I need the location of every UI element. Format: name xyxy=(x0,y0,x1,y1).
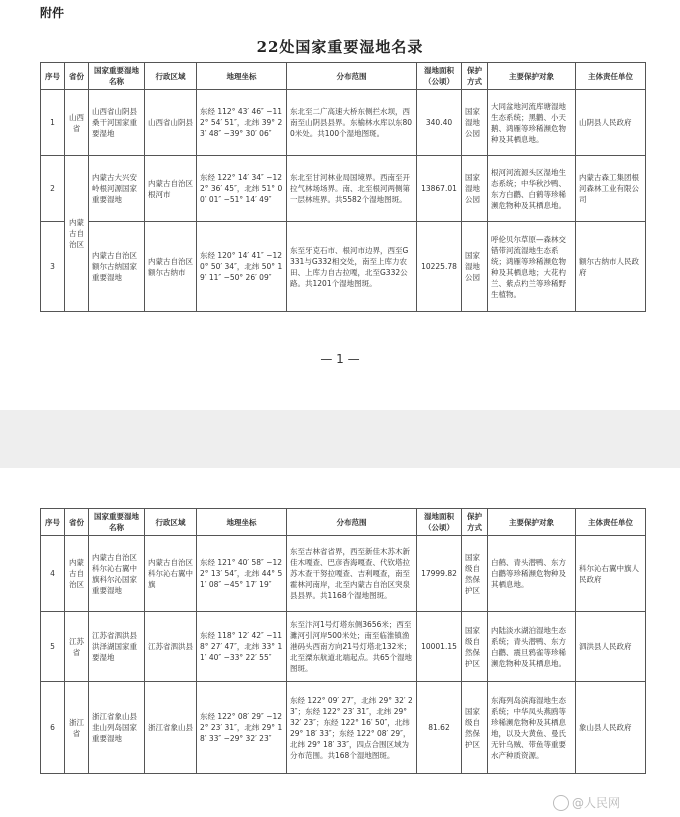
cell-region: 江苏省泗洪县 xyxy=(145,612,197,682)
document-title: 22处国家重要湿地名录 xyxy=(256,38,424,56)
wetland-table-page-2 xyxy=(40,508,646,774)
table-row xyxy=(41,536,646,612)
cell-responsible: 象山县人民政府 xyxy=(576,682,646,774)
cell-targets: 东海列岛滨海湿地生态系统；中华凤头燕鸥等珍稀濒危物种及其栖息地，以及大黄鱼、曼氏无针乌贼、带鱼等重要水产种质资源。 xyxy=(488,682,576,774)
page-number: — 1 — xyxy=(320,352,360,366)
attachment-label: 附件 xyxy=(40,6,65,20)
cell-responsible: 额尔古纳市人民政府 xyxy=(576,222,646,312)
cell-no: 6 xyxy=(41,682,65,774)
header-responsible: 主体责任单位 xyxy=(576,63,646,90)
cell-no: 3 xyxy=(41,222,65,312)
cell-name: 山西省山阴县桑干河国家重要湿地 xyxy=(89,90,145,156)
cell-no: 1 xyxy=(41,90,65,156)
cell-name: 内蒙古大兴安岭根河源国家重要湿地 xyxy=(89,156,145,222)
cell-area: 81.62 xyxy=(417,682,462,774)
cell-protection: 国家级自然保护区 xyxy=(462,682,488,774)
cell-responsible: 科尔沁右翼中旗人民政府 xyxy=(576,536,646,612)
cell-area: 17999.82 xyxy=(417,536,462,612)
cell-protection: 国家级自然保护区 xyxy=(462,612,488,682)
cell-range: 东北至二广高速大桥东侧拦水坝，西南至山阴县县界。东榆林水库以东800米处。共100个湿地图斑。 xyxy=(287,90,417,156)
cell-area: 340.40 xyxy=(417,90,462,156)
cell-province: 江苏省 xyxy=(65,612,89,682)
cell-coords: 东经 112° 43′ 46″ −112° 54′ 51″，北纬 39° 23′ 48″ −39° 30′ 06″ xyxy=(197,90,287,156)
cell-range: 东至汴河1号灯塔东侧3656米；西至濉河引河岸500米处；南至临淮镇渔港码头西南方向21号灯塔北132米；北至溧东航道北端起点。共65个湿地图斑。 xyxy=(287,612,417,682)
header-range: 分布范围 xyxy=(287,63,417,90)
header-region: 行政区域 xyxy=(145,63,197,90)
header-province: 省份 xyxy=(65,63,89,90)
wetland-table-page-1 xyxy=(40,62,646,312)
source-watermark xyxy=(553,794,620,812)
table-header-row xyxy=(41,509,646,536)
table-row xyxy=(41,90,646,156)
cell-targets: 大同盆地河流库塘湿地生态系统；黑鹳、小天鹅、鸿雁等珍稀濒危物种及其栖息地。 xyxy=(488,90,576,156)
header-responsible: 主体责任单位 xyxy=(576,509,646,536)
cell-region: 浙江省象山县 xyxy=(145,682,197,774)
table-row xyxy=(41,612,646,682)
cell-coords: 东经 120° 14′ 41″ −120° 50′ 34″，北纬 50° 19′ 11″ −50° 26′ 09″ xyxy=(197,222,287,312)
cell-protection: 国家湿地公园 xyxy=(462,90,488,156)
cell-region: 内蒙古自治区额尔古纳市 xyxy=(145,222,197,312)
cell-name: 江苏省泗洪县洪泽湖国家重要湿地 xyxy=(89,612,145,682)
cell-name: 内蒙古自治区额尔古纳国家重要湿地 xyxy=(89,222,145,312)
header-area: 湿地面积（公顷） xyxy=(417,63,462,90)
cell-name: 浙江省象山县韭山列岛国家重要湿地 xyxy=(89,682,145,774)
header-name: 国家重要湿地名称 xyxy=(89,63,145,90)
header-protection: 保护方式 xyxy=(462,63,488,90)
cell-coords: 东经 118° 12′ 42″ −118° 27′ 47″，北纬 33° 11′ 40″ −33° 22′ 55″ xyxy=(197,612,287,682)
cell-targets: 呼伦贝尔草原—森林交错带河流湿地生态系统；鸿雁等珍稀濒危物种及其栖息地；大花杓兰、紫点杓兰等珍稀野生植物。 xyxy=(488,222,576,312)
cell-coords: 东经 122° 14′ 34″ −122° 36′ 45″，北纬 51° 00′ 01″ −51° 14′ 49″ xyxy=(197,156,287,222)
cell-province: 浙江省 xyxy=(65,682,89,774)
cell-protection: 国家湿地公园 xyxy=(462,222,488,312)
header-name: 国家重要湿地名称 xyxy=(89,509,145,536)
cell-targets: 白鹤、青头潜鸭、东方白鹳等珍稀濒危物种及其栖息地。 xyxy=(488,536,576,612)
header-targets: 主要保护对象 xyxy=(488,509,576,536)
cell-area: 13867.01 xyxy=(417,156,462,222)
cell-responsible: 泗洪县人民政府 xyxy=(576,612,646,682)
cell-protection: 国家级自然保护区 xyxy=(462,536,488,612)
document-page-2 xyxy=(0,468,680,817)
cell-range: 东至吉林省省界，西至新佳木苏木新佳木嘎查、巴彦杳海嘎查、代钦塔拉苏木查干努拉嘎查、吉利嘎查，南至霍林河南岸，北至内蒙古自治区突泉县县界。共1168个湿地图斑。 xyxy=(287,536,417,612)
cell-coords: 东经 122° 08′ 29″ −122° 23′ 31″，北纬 29° 18′ 33″ −29° 32′ 23″ xyxy=(197,682,287,774)
header-area: 湿地面积（公顷） xyxy=(417,509,462,536)
header-no: 序号 xyxy=(41,63,65,90)
cell-responsible: 山阴县人民政府 xyxy=(576,90,646,156)
table-row xyxy=(41,222,646,312)
cell-targets: 根河河流源头区湿地生态系统；中华秋沙鸭、东方白鹳、白鹤等珍稀濒危物种及其栖息地。 xyxy=(488,156,576,222)
cell-province: 内蒙古自治区 xyxy=(65,156,89,312)
header-no: 序号 xyxy=(41,509,65,536)
header-coords: 地理坐标 xyxy=(197,63,287,90)
cell-region: 内蒙古自治区科尔沁右翼中旗 xyxy=(145,536,197,612)
cell-name: 内蒙古自治区科尔沁右翼中旗科尔沁国家重要湿地 xyxy=(89,536,145,612)
cell-region: 内蒙古自治区根河市 xyxy=(145,156,197,222)
table-header-row xyxy=(41,63,646,90)
header-range: 分布范围 xyxy=(287,509,417,536)
watermark-text: @人民网 xyxy=(571,795,620,810)
cell-range: 东经 122° 09′ 27″，北纬 29° 32′ 23″；东经 122° 23′ 31″，北纬 29° 32′ 23″；东经 122° 16′ 50″，北纬 29° 18′ 33″；东经 122° 08′ 29″，北纬 29° 18′ 33″，四点合围区域为分布范围。共168个湿地图斑。 xyxy=(287,682,417,774)
cell-province: 山西省 xyxy=(65,90,89,156)
cell-range: 东至牙克石市、根河市边界，西至G331与G332相交处，南至上库力农田、上库力自古拉嘎，北至G332公路。共1201个湿地图斑。 xyxy=(287,222,417,312)
cell-no: 4 xyxy=(41,536,65,612)
header-coords: 地理坐标 xyxy=(197,509,287,536)
cell-responsible: 内蒙古森工集团根河森林工业有限公司 xyxy=(576,156,646,222)
header-targets: 主要保护对象 xyxy=(488,63,576,90)
cell-area: 10001.15 xyxy=(417,612,462,682)
cell-no: 5 xyxy=(41,612,65,682)
table-row xyxy=(41,156,646,222)
cell-range: 东北至甘河林业局国境界。西南至开拉气林场场界。南、北至根河两侧第一层林班界。共5582个湿地图斑。 xyxy=(287,156,417,222)
cell-coords: 东经 121° 40′ 58″ −122° 13′ 54″，北纬 44° 51′ 08″ −45° 17′ 19″ xyxy=(197,536,287,612)
header-province: 省份 xyxy=(65,509,89,536)
cell-province: 内蒙古自治区 xyxy=(65,536,89,612)
cell-area: 10225.78 xyxy=(417,222,462,312)
page-gap xyxy=(0,410,680,468)
header-protection: 保护方式 xyxy=(462,509,488,536)
table-row xyxy=(41,682,646,774)
weibo-logo-icon xyxy=(553,795,569,811)
header-region: 行政区域 xyxy=(145,509,197,536)
cell-targets: 内陆淡水湖泊湿地生态系统；青头潜鸭、东方白鹳、震旦鸦雀等珍稀濒危物种及其栖息地。 xyxy=(488,612,576,682)
cell-protection: 国家湿地公园 xyxy=(462,156,488,222)
cell-no: 2 xyxy=(41,156,65,222)
cell-region: 山西省山阴县 xyxy=(145,90,197,156)
